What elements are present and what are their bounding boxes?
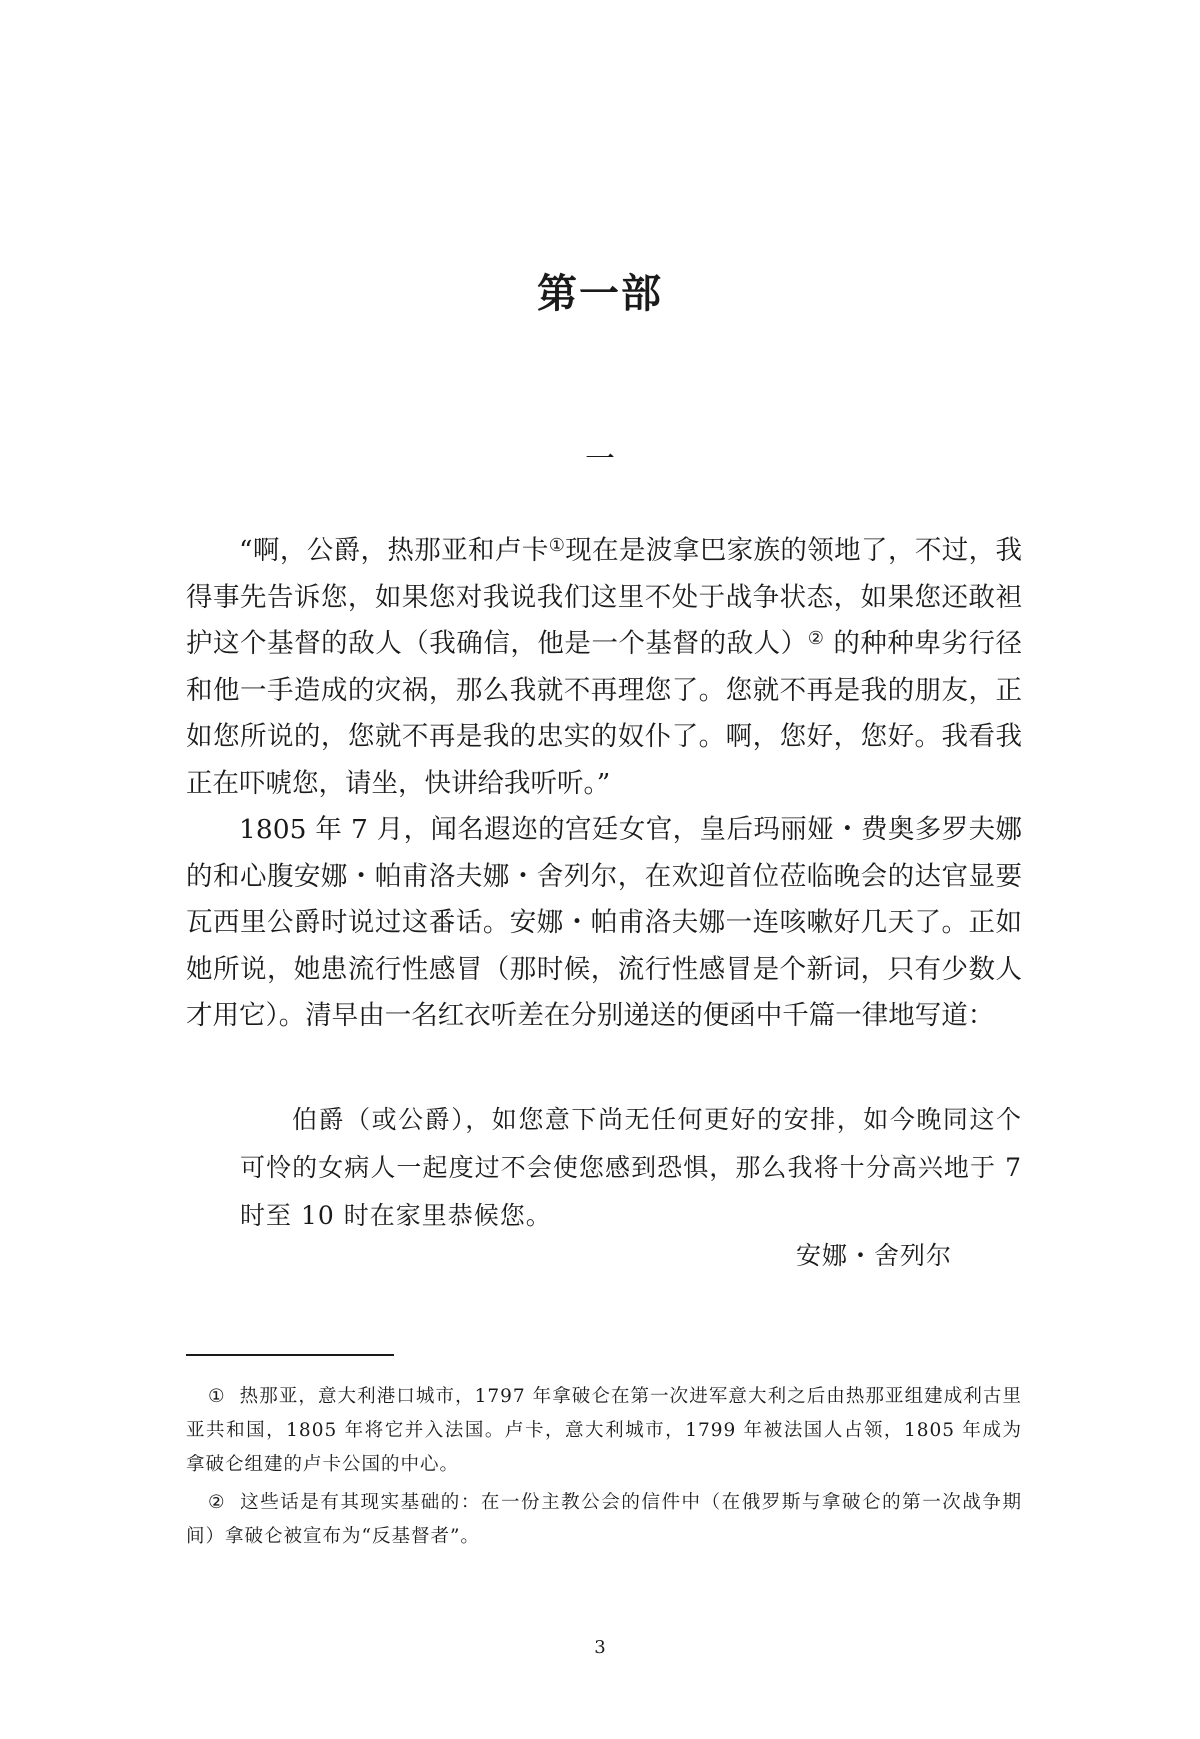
- footnote-1-number: ①: [208, 1386, 226, 1407]
- footnote-divider: [186, 1354, 394, 1356]
- footnote-2-number: ②: [208, 1492, 226, 1513]
- letter-signature: 安娜・舍列尔: [796, 1241, 953, 1270]
- footnote-1-text: 热那亚，意大利港口城市，1797 年拿破仑在第一次进军意大利之后由热那亚组建成利古里亚共和国，1805 年将它并入法国。卢卡，意大利城市，1799 年被法国人占领，1805 年成为拿破仑组建的卢卡公国的中心。: [186, 1386, 1022, 1475]
- paragraph-1-part-a: “啊，公爵，热那亚和卢卡: [239, 535, 549, 566]
- paragraph-1-part-c: 的种种卑劣行径和他一手造成的灾祸，那么我就不再理您了。您就不再是我的朋友，正如您所说的，您就不再是我的忠实的奴仆了。啊，您好，您好。我看我正在吓唬您，请坐，快讲给我听听。”: [186, 628, 1022, 799]
- paragraph-2: 1805 年 7 月，闻名遐迩的宫廷女官，皇后玛丽娅・费奥多罗夫娜的和心腹安娜・帕甫洛夫娜・舍列尔，在欢迎首位莅临晚会的达官显要瓦西里公爵时说过这番话。安娜・帕甫洛夫娜一连咳嗽好几天了。正如她所说，她患流行性感冒（那时候，流行性感冒是个新词，只有少数人才用它）。清早由一名红衣听差在分别递送的便函中千篇一律地写道：: [186, 814, 1022, 1031]
- footnotes: [186, 1380, 1022, 1558]
- letter-quote: [240, 1096, 1022, 1240]
- footnote-1: [186, 1380, 1022, 1482]
- letter-text: 伯爵（或公爵），如您意下尚无任何更好的安排，如今晚同这个可怜的女病人一起度过不会使您感到恐惧，那么我将十分高兴地于 7 时至 10 时在家里恭候您。: [240, 1105, 1022, 1230]
- footnote-2: [186, 1486, 1022, 1554]
- page-number: 3: [594, 1637, 606, 1658]
- chapter-number: 一: [585, 442, 615, 477]
- footnote-2-text: 这些话是有其现实基础的：在一份主教公会的信件中（在俄罗斯与拿破仑的第一次战争期间）拿破仑被宣布为“反基督者”。: [186, 1492, 1022, 1547]
- paragraph-1: [186, 528, 1022, 807]
- paragraph-1-part-b: 现在是波拿巴家族的领地了，不过，我得事先告诉您，如果您对我说我们这里不处于战争状态，如果您还敢袒护这个基督的敌人（我确信，他是一个基督的敌人）: [186, 535, 1022, 659]
- part-title: 第一部: [537, 270, 663, 317]
- footnote-ref-1: ①: [548, 535, 566, 556]
- footnote-ref-2: ②: [807, 628, 825, 649]
- main-text: [186, 528, 1022, 1040]
